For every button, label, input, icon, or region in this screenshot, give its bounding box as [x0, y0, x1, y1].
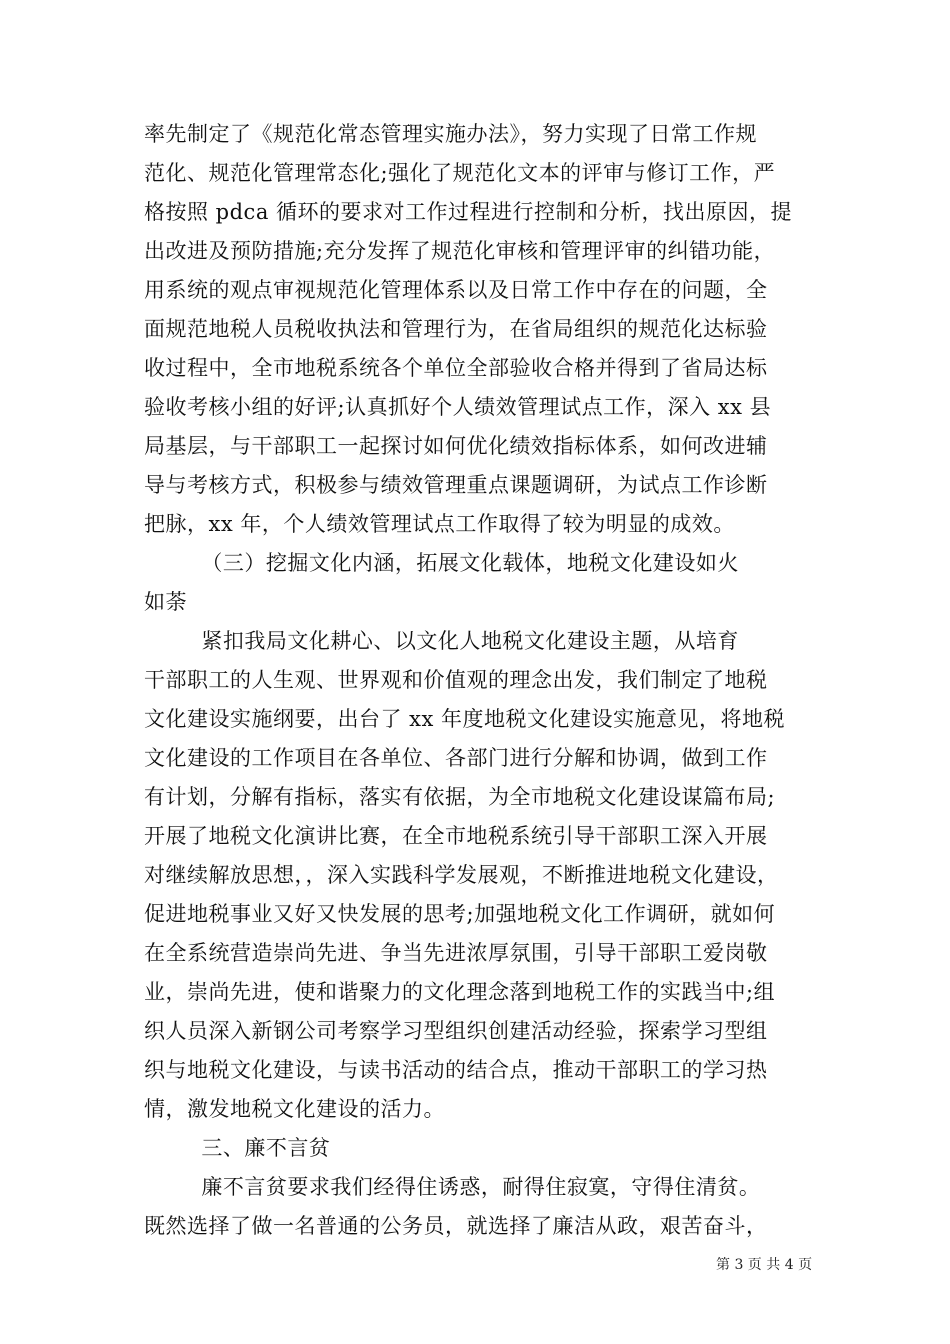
text-line: 验收考核小组的好评;认真抓好个人绩效管理试点工作，深入 xx 县: [144, 395, 772, 419]
text-line: 廉不言贫要求我们经得住诱惑，耐得住寂寞，守得住清贫。: [144, 1175, 761, 1199]
text-line: 范化、规范化管理常态化;强化了规范化文本的评审与修订工作，严: [144, 161, 776, 185]
text-line: 紧扣我局文化耕心、以文化人地税文化建设主题，从培育: [144, 629, 739, 653]
text-line: 格按照 pdca 循环的要求对工作过程进行控制和分析，找出原因，提: [144, 200, 793, 224]
text-line: 收过程中，全市地税系统各个单位全部验收合格并得到了省局达标: [144, 356, 768, 380]
section-heading: （三）挖掘文化内涵，拓展文化载体，地税文化建设如火: [144, 551, 739, 575]
text-line: 出改进及预防措施;充分发挥了规范化审核和管理评审的纠错功能，: [144, 239, 776, 263]
section-heading: 三、廉不言贫: [144, 1136, 331, 1160]
text-line: 有计划，分解有指标，落实有依据，为全市地税文化建设谋篇布局;: [144, 785, 776, 809]
text-line: 面规范地税人员税收执法和管理行为，在省局组织的规范化达标验: [144, 317, 768, 341]
text-line: 用系统的观点审视规范化管理体系以及日常工作中存在的问题，全: [144, 278, 768, 302]
text-line: 把脉，xx 年，个人绩效管理试点工作取得了较为明显的成效。: [144, 512, 735, 536]
text-line: 情，激发地税文化建设的活力。: [144, 1097, 445, 1121]
text-line: 导与考核方式，积极参与绩效管理重点课题调研，为试点工作诊断: [144, 473, 768, 497]
section-heading-continued: 如荼: [144, 590, 187, 614]
page-number-footer: 第 3 页 共 4 页: [716, 1257, 813, 1273]
text-line: 业，崇尚先进，使和谐聚力的文化理念落到地税工作的实践当中;组: [144, 980, 776, 1004]
text-line: 织与地税文化建设，与读书活动的结合点，推动干部职工的学习热: [144, 1058, 768, 1082]
text-line: 开展了地税文化演讲比赛，在全市地税系统引导干部职工深入开展: [144, 824, 768, 848]
text-line: 织人员深入新钢公司考察学习型组织创建活动经验，探索学习型组: [144, 1019, 768, 1043]
text-line: 文化建设的工作项目在各单位、各部门进行分解和协调，做到工作: [144, 746, 768, 770]
text-line: 在全系统营造崇尚先进、争当先进浓厚氛围，引导干部职工爱岗敬: [144, 941, 768, 965]
text-line: 促进地税事业又好又快发展的思考;加强地税文化工作调研，就如何: [144, 902, 776, 926]
text-line: 率先制定了《规范化常态管理实施办法》，努力实现了日常工作规: [144, 122, 757, 146]
text-line: 对继续解放思想，，深入实践科学发展观，不断推进地税文化建设，: [144, 863, 779, 887]
text-line: 干部职工的人生观、世界观和价值观的理念出发，我们制定了地税: [144, 668, 768, 692]
text-line: 既然选择了做一名普通的公务员，就选择了廉洁从政，艰苦奋斗，: [144, 1214, 768, 1238]
text-line: 文化建设实施纲要，出台了 xx 年度地税文化建设实施意见，将地税: [144, 707, 786, 731]
text-line: 局基层，与干部职工一起探讨如何优化绩效指标体系，如何改进辅: [144, 434, 768, 458]
